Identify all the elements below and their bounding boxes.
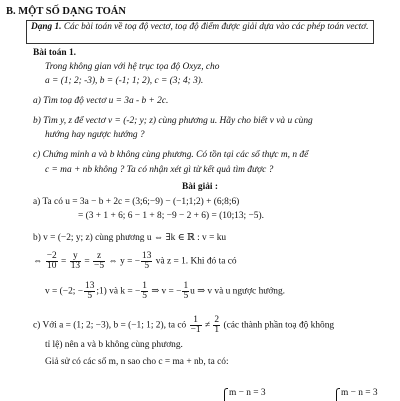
equivalence-sign: ⇔ bbox=[33, 256, 43, 267]
solution-a-line1: a) Ta có u = 3a − b + 2c = (3;6;−9) − (−1;1;2) + (6;8;6) bbox=[33, 197, 240, 207]
problem-part-b-line2: hướng hay ngược hướng ? bbox=[45, 130, 145, 140]
problem-intro: Trong không gian với hệ trục tọa độ Oxyz, cho bbox=[45, 62, 220, 72]
solution-c-line3: Giả sử có các số m, n sao cho c = ma + nb, ta có: bbox=[45, 357, 229, 367]
problem-part-c-line1: c) Chứng minh a và b không cùng phương. Có tồn tại các số thực m, n để bbox=[33, 150, 309, 160]
fraction: $\frac{1}{5}$ bbox=[183, 281, 189, 301]
solution-c-line1: c) Với a = (1; 2; −3), b = (−1; 1; 2), ta có $\frac{1}{-1}$ ≠ $\frac{2}{1}$ (các thành phần toạ độ không bbox=[33, 315, 335, 335]
fraction: $\frac{1}{5}$ bbox=[142, 281, 147, 301]
problem-part-c-line2: c = ma + nb không ? Ta có nhận xét gì từ kết quả tìm được ? bbox=[45, 165, 274, 175]
dang-text: Các bài toán về toạ độ vectơ, toạ độ điểm được giải dựa vào các phép toán vectơ. bbox=[63, 22, 369, 32]
problem-title: Bài toán 1. bbox=[33, 48, 76, 58]
solution-b-line1: b) v = (−2; y; z) cùng phương u ⇔ ∃k ∈ ℝ : v = ku bbox=[33, 233, 227, 243]
problem-part-a: a) Tìm toạ độ vectơ u = 3a - b + 2c. bbox=[33, 96, 169, 106]
fraction: $\frac{2}{1}$ bbox=[214, 315, 220, 335]
fraction: $\frac{y}{13}$ bbox=[70, 251, 81, 271]
fraction: $\frac{z}{-5}$ bbox=[94, 251, 105, 271]
solution-c-line2: tỉ lệ) nên a và b không cùng phương. bbox=[45, 340, 183, 350]
dang-box bbox=[26, 20, 374, 44]
section-heading: B. MỘT SỐ DẠNG TOÁN bbox=[6, 6, 126, 17]
problem-part-b-line1: b) Tìm y, z để vectơ v = (-2; y; z) cùng phương u. Hãy cho biết v và u cùng bbox=[33, 116, 313, 126]
problem-given: a = (1; 2; -3), b = (-1; 1; 2), c = (3; 4; 3). bbox=[45, 76, 204, 86]
solution-title: Bài giải : bbox=[182, 182, 218, 192]
solution-b-line3: v = (−2; − $\frac{13}{5}$ ;1) và k = − $\frac{1}{5}$ ⇒ v = − $\frac{1}{5}$ u ⇒ v và u ngược hướng. bbox=[45, 281, 286, 301]
fraction: $\frac{-2}{10}$ bbox=[46, 251, 57, 271]
solution-b-line3-tail: v và u ngược hướng. bbox=[207, 286, 286, 297]
solution-b-line2-tail: và z = 1. Khi đó ta có bbox=[155, 256, 237, 267]
solution-b-line2: ⇔ $\frac{-2}{10}$ = $\frac{y}{13}$ = $\frac{z}{-5}$ ⇔ y = − $\frac{13}{5}$ và z = 1. Khi đó ta có bbox=[33, 251, 237, 271]
fraction: $\frac{13}{5}$ bbox=[142, 251, 152, 271]
fraction: $\frac{1}{-1}$ bbox=[190, 315, 201, 335]
fraction: $\frac{13}{5}$ bbox=[85, 281, 95, 301]
dang-label: Dạng 1. bbox=[31, 22, 62, 32]
system-equation-left: m − n = 3 bbox=[229, 388, 266, 398]
system-equation-right: m − n = 3 bbox=[341, 388, 378, 398]
solution-a-line2: = (3 + 1 + 6; 6 − 1 + 8; −9 − 2 + 6) = (10;13; −5). bbox=[78, 211, 264, 221]
